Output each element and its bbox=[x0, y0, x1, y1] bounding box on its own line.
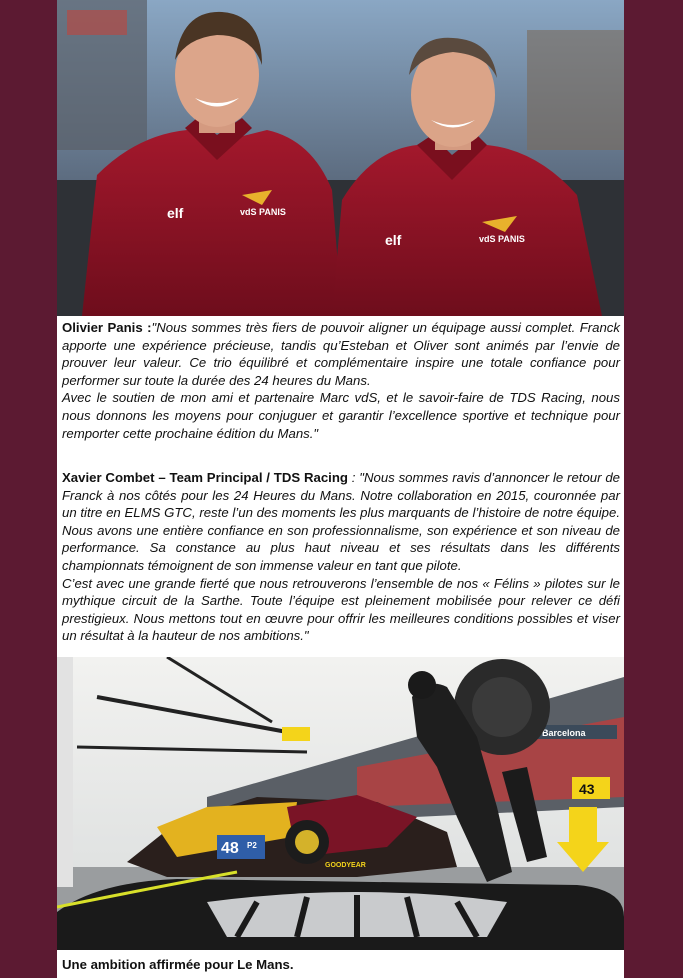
quote-paragraph: Avec le soutien de mon ami et partenaire Marc vdS, et le savoir-faire de TDS Racing, nous nous donnons les moyens pour conjuguer et garantir l’excellence sportive et technique pour remporter cette prochaine édition du Mans." bbox=[62, 390, 620, 441]
team-portrait-photo bbox=[57, 0, 624, 316]
car-number: 48 bbox=[221, 840, 239, 857]
grandstand-sign: Barcelona bbox=[542, 728, 586, 738]
pit-board-number: 43 bbox=[579, 781, 595, 797]
right-elf-logo: elf bbox=[385, 232, 402, 248]
quote-text: "Nous sommes très fiers de pouvoir aligner un équipage aussi complet. Franck apporte une expérience précieuse, tandis qu’Esteban et Oliver sont animés par l’envie de prouver leur valeur. Ce trio équilibré et complémentaire inspire une totale confiance pour performer sur toute la durée des 24 heures du Mans. bbox=[62, 320, 620, 388]
quote-text: : "Nous sommes ravis d’annoncer le retour de Franck à nos côtés pour les 24 Heures du Mans. Notre collaboration en 2015, couronnée par un titre en ELMS GTC, reste l’un des moments les plus marquants de l’histoire de notre équipe. Nous avons une entière confiance en son professionnalisme, son expérience et son niveau de performance. Sa constance au plus haut niveau et ses résultats dans les différents championnats témoignent de son immense valeur en tant que pilote. bbox=[62, 470, 621, 573]
quote-paragraph bbox=[62, 469, 620, 575]
quote-xavier-combet bbox=[62, 469, 620, 645]
document-page bbox=[57, 0, 624, 978]
pit-stop-photo bbox=[57, 657, 624, 950]
car-class: P2 bbox=[247, 841, 257, 850]
quote-paragraph bbox=[62, 319, 620, 389]
quote-paragraph: C’est avec une grande fierté que nous retrouverons l’ensemble de nos « Félins » pilotes sur le mythique circuit de la Sarthe. Toute l’équipe est pleinement mobilisée pour relever ce défi prestigieux. Nous mettons tout en œuvre pour offrir les meilleures conditions possibles et viser un résultat à la hauteur de nos ambitions." bbox=[62, 575, 620, 644]
right-team-badge: vdS PANIS bbox=[479, 234, 525, 244]
left-team-badge: vdS PANIS bbox=[240, 207, 286, 217]
speaker-name: Olivier Panis : bbox=[62, 320, 152, 335]
photo-caption: Une ambition affirmée pour Le Mans. bbox=[62, 957, 294, 972]
quote-olivier-panis bbox=[62, 319, 620, 442]
left-elf-logo: elf bbox=[167, 205, 184, 221]
tyre-brand: GOODYEAR bbox=[325, 862, 366, 869]
speaker-name: Xavier Combet – Team Principal / TDS Racing bbox=[62, 470, 348, 485]
